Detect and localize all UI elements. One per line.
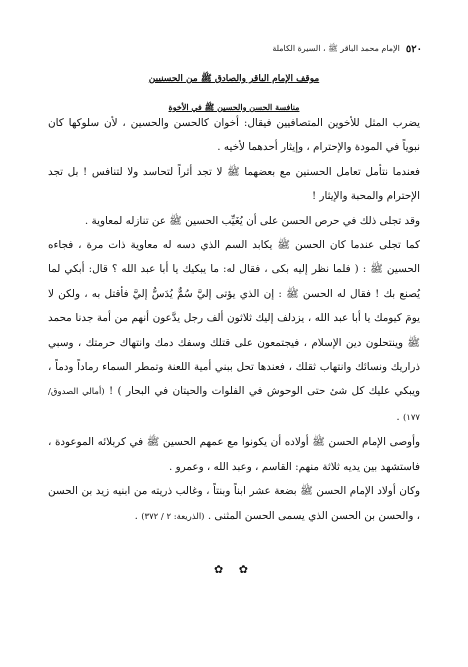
citation: (أمالي الصدوق/١٧٧) (48, 387, 420, 423)
running-header (46, 42, 422, 56)
paragraph-2 (48, 160, 420, 209)
paragraph-5 (48, 430, 420, 479)
subsection-title: منافسة الحسن والحسين ﷺ في الأخوة (168, 102, 300, 112)
paragraph-text: كما تجلى عندما كان الحسن ﷺ يكابد السم الذي دسه له معاوية ذات مرة ، فجاءه الحسين ﷺ : ( فلما نظر إليه بكى ، فقال له: ما يبكيك يا أبا عبد الله ؟ قال: أبكي لما يُصنع بك ! فقال له الحسن ﷺ : إن الذي يؤتى إليَّ سُمٌّ يُدَسُّ إليَّ فأقتل به ، ولكن لا يومَ كيومك يا أبا عبد الله ، يزدلف إليك ثلاثون ألف رجل يدَّعون أنهم من أمة جدنا محمد ﷺ وينتحلون دين الإسلام ، فيجتمعون على قتلك وسفك دمك وانتهاك حرمتك ، وسبي ذراريك ونسائك وانتهاب ثقلك ، فعندها تحل ببني أمية اللعنة وتمطر السماء رماداً ودماً ، ويبكي عليك كل شئ حتى الوحوش في الفلوات والحيتان في البحار ) ! (48, 239, 421, 398)
section-title: موقف الإمام الباقر والصادق ﷺ من الحسنيين (148, 74, 320, 84)
citation: (الذريعة: ٢ / ٣٧٢) (141, 511, 205, 522)
page-number: ٥٢٠ (405, 43, 422, 55)
paragraph-6 (48, 479, 420, 529)
paragraph-tail: . (134, 509, 142, 522)
title-block (40, 72, 428, 114)
section-end-ornament: ✿ ✿ (214, 563, 254, 576)
paragraph-tail: . (396, 410, 403, 423)
paragraph-text: وقد تجلى ذلك في حرص الحسن على أن يُغَيِّب الحسين ﷺ عن تنازله لمعاوية . (84, 214, 420, 227)
paragraph-4 (48, 233, 420, 430)
paragraph-text: وأوصى الإمام الحسن ﷺ أولاده أن يكونوا مع عمهم الحسين ﷺ في كربلائه الموعودة ، فاستشهد بين يديه ثلاثة منهم: القاسم ، وعبد الله ، وعمرو . (48, 436, 420, 473)
paragraph-3 (48, 209, 420, 233)
paragraph-text: وكان أولاد الإمام الحسن ﷺ بضعة عشر ابناً وبنتاً ، وغالب ذريته من ابنيه زيد بن الحسن ، والحسن بن الحسن الذي يسمى الحسن المثنى . (48, 485, 420, 522)
paragraph-text: فعندما نتأمل تعامل الحسنين مع بعضهما ﷺ لا تجد أثراً لتحاسد ولا لتنافس ! بل تجد الإحترام والمحبة والإيثار ! (48, 165, 420, 203)
running-title: الإمام محمد الباقر ﷺ ، السيرة الكاملة (272, 44, 400, 53)
paragraph-text: يضرب المثل للأخوين المتصافيين فيقال: أخوان كالحسن والحسين ، لأن سلوكها كان نبوياً في المودة والإحترام ، وإيثار أحدهما لأخيه . (48, 117, 420, 154)
paragraph-1 (48, 111, 420, 160)
body-text (48, 111, 420, 529)
